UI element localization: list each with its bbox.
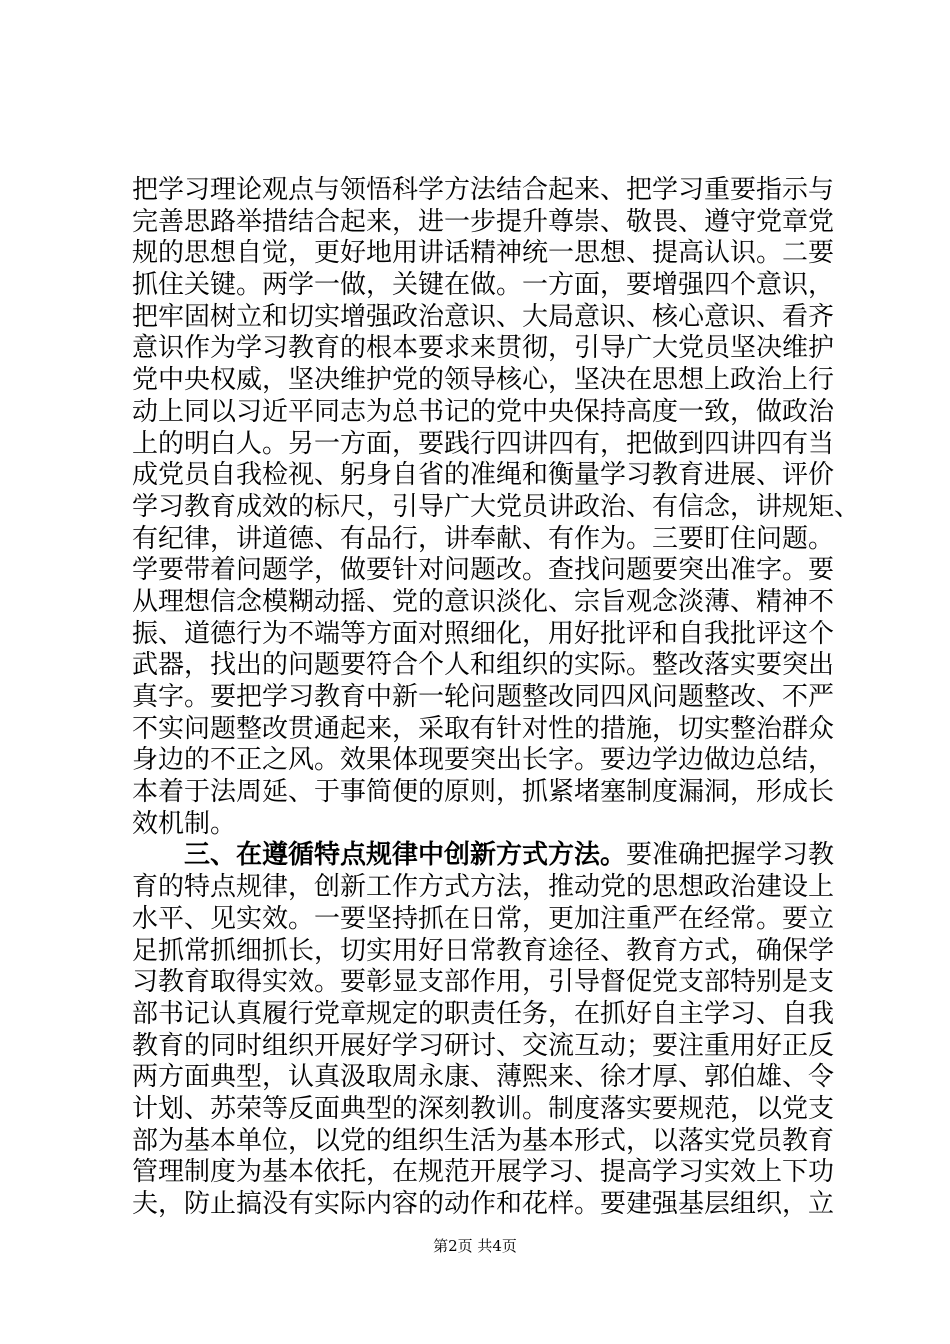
text-line: 党中央权威，坚决维护党的领导核心，坚决在思想上政治上行 (132, 365, 835, 396)
text-line: 习教育取得实效。要彰显支部作用，引导督促党支部特别是支 (132, 967, 835, 998)
text-line: 真字。要把学习教育中新一轮问题整改同四风问题整改、不严 (132, 682, 835, 712)
text-line: 意识作为学习教育的根本要求来贯彻，引导广大党员坚决维护 (132, 333, 835, 364)
text-line: 部书记认真履行党章规定的职责任务，在抓好自主学习、自我 (132, 998, 835, 1029)
document-body (132, 175, 861, 1221)
text-line: 水平、见实效。一要坚持抓在日常，更加注重严在经常。要立 (132, 903, 835, 934)
text-line: 学要带着问题学，做要针对问题改。查找问题要突出准字。要 (132, 555, 835, 586)
text-line: 武器，找出的问题要符合个人和组织的实际。整改落实要突出 (132, 650, 835, 681)
text-line: 把牢固树立和切实增强政治意识、大局意识、核心意识、看齐 (132, 301, 835, 332)
text-line: 部为基本单位，以党的组织生活为基本形式，以落实党员教育 (132, 1125, 835, 1156)
text-line: 有纪律，讲道德、有品行，讲奉献、有作为。三要盯住问题。 (132, 523, 835, 554)
text-line: 把学习理论观点与领悟科学方法结合起来、把学习重要指示与 (132, 175, 835, 205)
text-line: 完善思路举措结合起来，进一步提升尊崇、敬畏、遵守党章党 (132, 206, 835, 237)
text-line: 身边的不正之风。效果体现要突出长字。要边学边做边总结， (132, 745, 835, 776)
text-line: 不实问题整改贯通起来，采取有针对性的措施，切实整治群众 (132, 713, 835, 744)
text-line: 计划、苏荣等反面典型的深刻教训。制度落实要规范，以党支 (132, 1093, 835, 1124)
text-line: 上的明白人。另一方面，要践行四讲四有，把做到四讲四有当 (132, 428, 835, 459)
text-line: 本着于法周延、于事简便的原则，抓紧堵塞制度漏洞，形成长 (132, 777, 835, 808)
text-line: 育的特点规律，创新工作方式方法，推动党的思想政治建设上 (132, 872, 835, 903)
text-line: 教育的同时组织开展好学习研讨、交流互动；要注重用好正反 (132, 1030, 835, 1061)
section-3-first-line (132, 840, 835, 872)
text-line: 夫，防止搞没有实际内容的动作和花样。要建强基层组织，立 (132, 1189, 835, 1219)
section-3-first-line-text: 要准确把握学习教 (626, 840, 835, 871)
text-line: 动上同以习近平同志为总书记的党中央保持高度一致，做政治 (132, 396, 835, 427)
page-number-label: 第2页 共4页 (433, 1237, 517, 1255)
text-line: 振、道德行为不端等方面对照细化，用好批评和自我批评这个 (132, 618, 835, 649)
text-line: 足抓常抓细抓长，切实用好日常教育途径、教育方式，确保学 (132, 935, 835, 966)
text-line: 从理想信念模糊动摇、党的意识淡化、宗旨观念淡薄、精神不 (132, 586, 835, 617)
text-line: 抓住关键。两学一做，关键在做。一方面，要增强四个意识， (132, 270, 835, 301)
text-line: 两方面典型，认真汲取周永康、薄熙来、徐才厚、郭伯雄、令 (132, 1062, 835, 1093)
text-line: 学习教育成效的标尺，引导广大党员讲政治、有信念，讲规矩、 (132, 491, 861, 522)
section-3-heading: 三、在遵循特点规律中创新方式方法。 (184, 840, 627, 871)
text-line: 规的思想自觉，更好地用讲话精神统一思想、提高认识。二要 (132, 238, 835, 269)
page-footer (0, 1235, 950, 1256)
text-line: 成党员自我检视、躬身自省的准绳和衡量学习教育进展、评价 (132, 460, 835, 491)
text-line: 管理制度为基本依托，在规范开展学习、提高学习实效上下功 (132, 1157, 835, 1188)
text-line: 效机制。 (132, 808, 237, 839)
